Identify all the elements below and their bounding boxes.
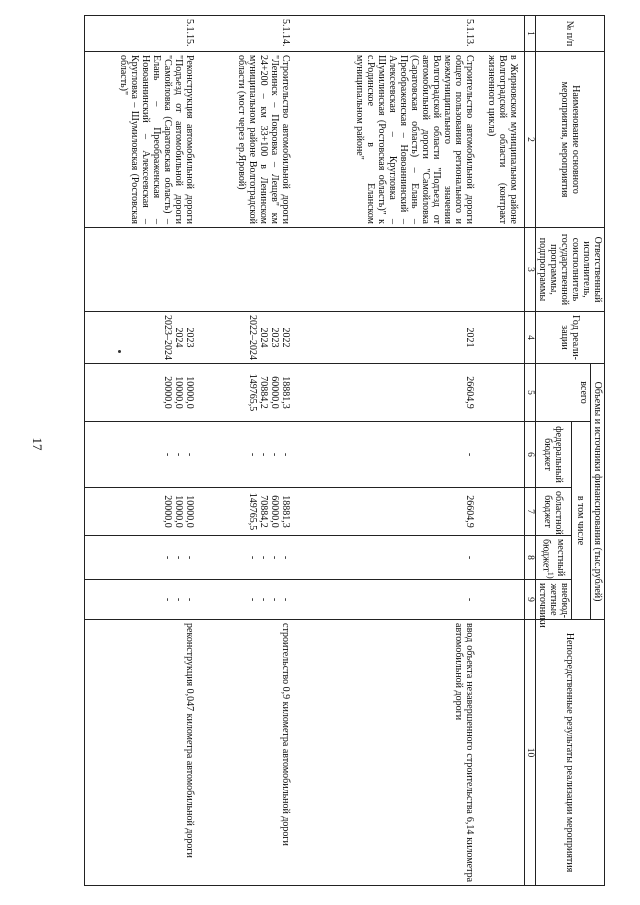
header-regional: областной бюджет — [536, 488, 572, 536]
row-offbudget: - - - — [84, 580, 196, 620]
rotated-page — [65, 15, 605, 885]
colnum-5: 5 — [524, 364, 535, 422]
row-result: ввод объекта незавершенного строительства 6,14 километра автомобильной дороги — [292, 620, 476, 886]
funding-table — [84, 15, 605, 886]
header-year: Год реали-зации — [536, 312, 605, 364]
page-number: 17 — [30, 437, 45, 451]
header-including: в том числе — [572, 422, 591, 620]
row-years: 2023 2024 2023–2024 — [84, 312, 196, 364]
colnum-1: 1 — [524, 16, 535, 52]
row-total: 26604,9 — [292, 364, 476, 422]
row-number: 5.1.14. — [196, 16, 292, 52]
table-row — [196, 16, 292, 886]
table-row — [292, 16, 476, 886]
row-years: 2022 2023 2024 2022–2024 — [196, 312, 292, 364]
header-num: № п/п — [536, 16, 605, 52]
colnum-8: 8 — [524, 536, 535, 580]
row-name: Строительство автомобильной дороги общего пользования регионального и межмуниципального значения Волгоградской области "Подъезд от автомобильной дороги "Самойловка (Саратовская область) – Елань – Преображенская – Новоаннинский – Алексеевская – Кругловка – Шумилинская (Ростовская область)" к с.Родинское в Еланском муниципальном районе" — [292, 52, 476, 228]
row-local: - - - — [84, 536, 196, 580]
row-regional: 26604,9 — [292, 488, 476, 536]
colnum-2: 2 — [524, 52, 535, 228]
continuation-name: в Жирновском муниципальном районе Волгоградской области (контракт жизненного цикла) — [476, 52, 524, 228]
row-years: 2021 — [292, 312, 476, 364]
colnum-4: 4 — [524, 312, 535, 364]
header-local: местный бюджет$^{1)}$ — [536, 536, 572, 580]
colnum-7: 7 — [524, 488, 535, 536]
colnum-10: 10 — [524, 620, 535, 886]
row-result: реконструкция 0,047 километра автомобильной дороги — [84, 620, 196, 886]
row-total: 18881,3 60000,0 70884,2 149765,5 — [196, 364, 292, 422]
row-number: 5.1.13. — [292, 16, 476, 52]
header-name: Наименование основного мероприятия, мероприятия — [536, 52, 605, 228]
row-regional: 10000,0 10000,0 20000,0 — [84, 488, 196, 536]
row-local: - - - - — [196, 536, 292, 580]
row-local: - — [292, 536, 476, 580]
header-results: Непосредственные результаты реализации мероприятия — [536, 620, 605, 886]
row-federal: - - - — [84, 422, 196, 488]
column-numbers-row — [524, 16, 535, 886]
table-row — [84, 16, 196, 886]
header-funding: Объемы и источники финансирования (тыс.рублей) — [591, 364, 605, 620]
row-regional: 18881,3 60000,0 70884,2 149765,5 — [196, 488, 292, 536]
row-offbudget: - — [292, 580, 476, 620]
colnum-3: 3 — [524, 228, 535, 312]
row-number: 5.1.15. — [84, 16, 196, 52]
header-offbudget: внебюд-жетные источники — [536, 580, 572, 620]
colnum-9: 9 — [524, 580, 535, 620]
row-offbudget: - - - - — [196, 580, 292, 620]
header-executor: Ответственный исполнитель, соисполнитель государственной программы, подпрограммы — [536, 228, 605, 312]
row-total: 10000,0 10000,0 20000,0 — [84, 364, 196, 422]
row-result: строительство 0,9 километра автомобильной дороги — [196, 620, 292, 886]
colnum-6: 6 — [524, 422, 535, 488]
row-federal: - — [292, 422, 476, 488]
row-federal: - - - - — [196, 422, 292, 488]
row-name: Реконструкция автомобильной дороги "Подъезд от автомобильной дороги "Самойловка (Саратовская область) – Елань – Преображенская – Новоаннинский – Алексеевская – Кругловка – Шумиловская (Ростовская область)" — [84, 52, 196, 228]
table-row-continuation — [476, 16, 524, 886]
header-federal: федеральный бюджет — [536, 422, 572, 488]
row-name: Строительство автомобильной дороги "Ленинск – Покровка – Лещев" км 24+200 – км 33+100 в Ленинском муниципальном районе Волгоградской области (мост через ер.Яровой) — [196, 52, 292, 228]
header-total: всего — [536, 364, 591, 422]
